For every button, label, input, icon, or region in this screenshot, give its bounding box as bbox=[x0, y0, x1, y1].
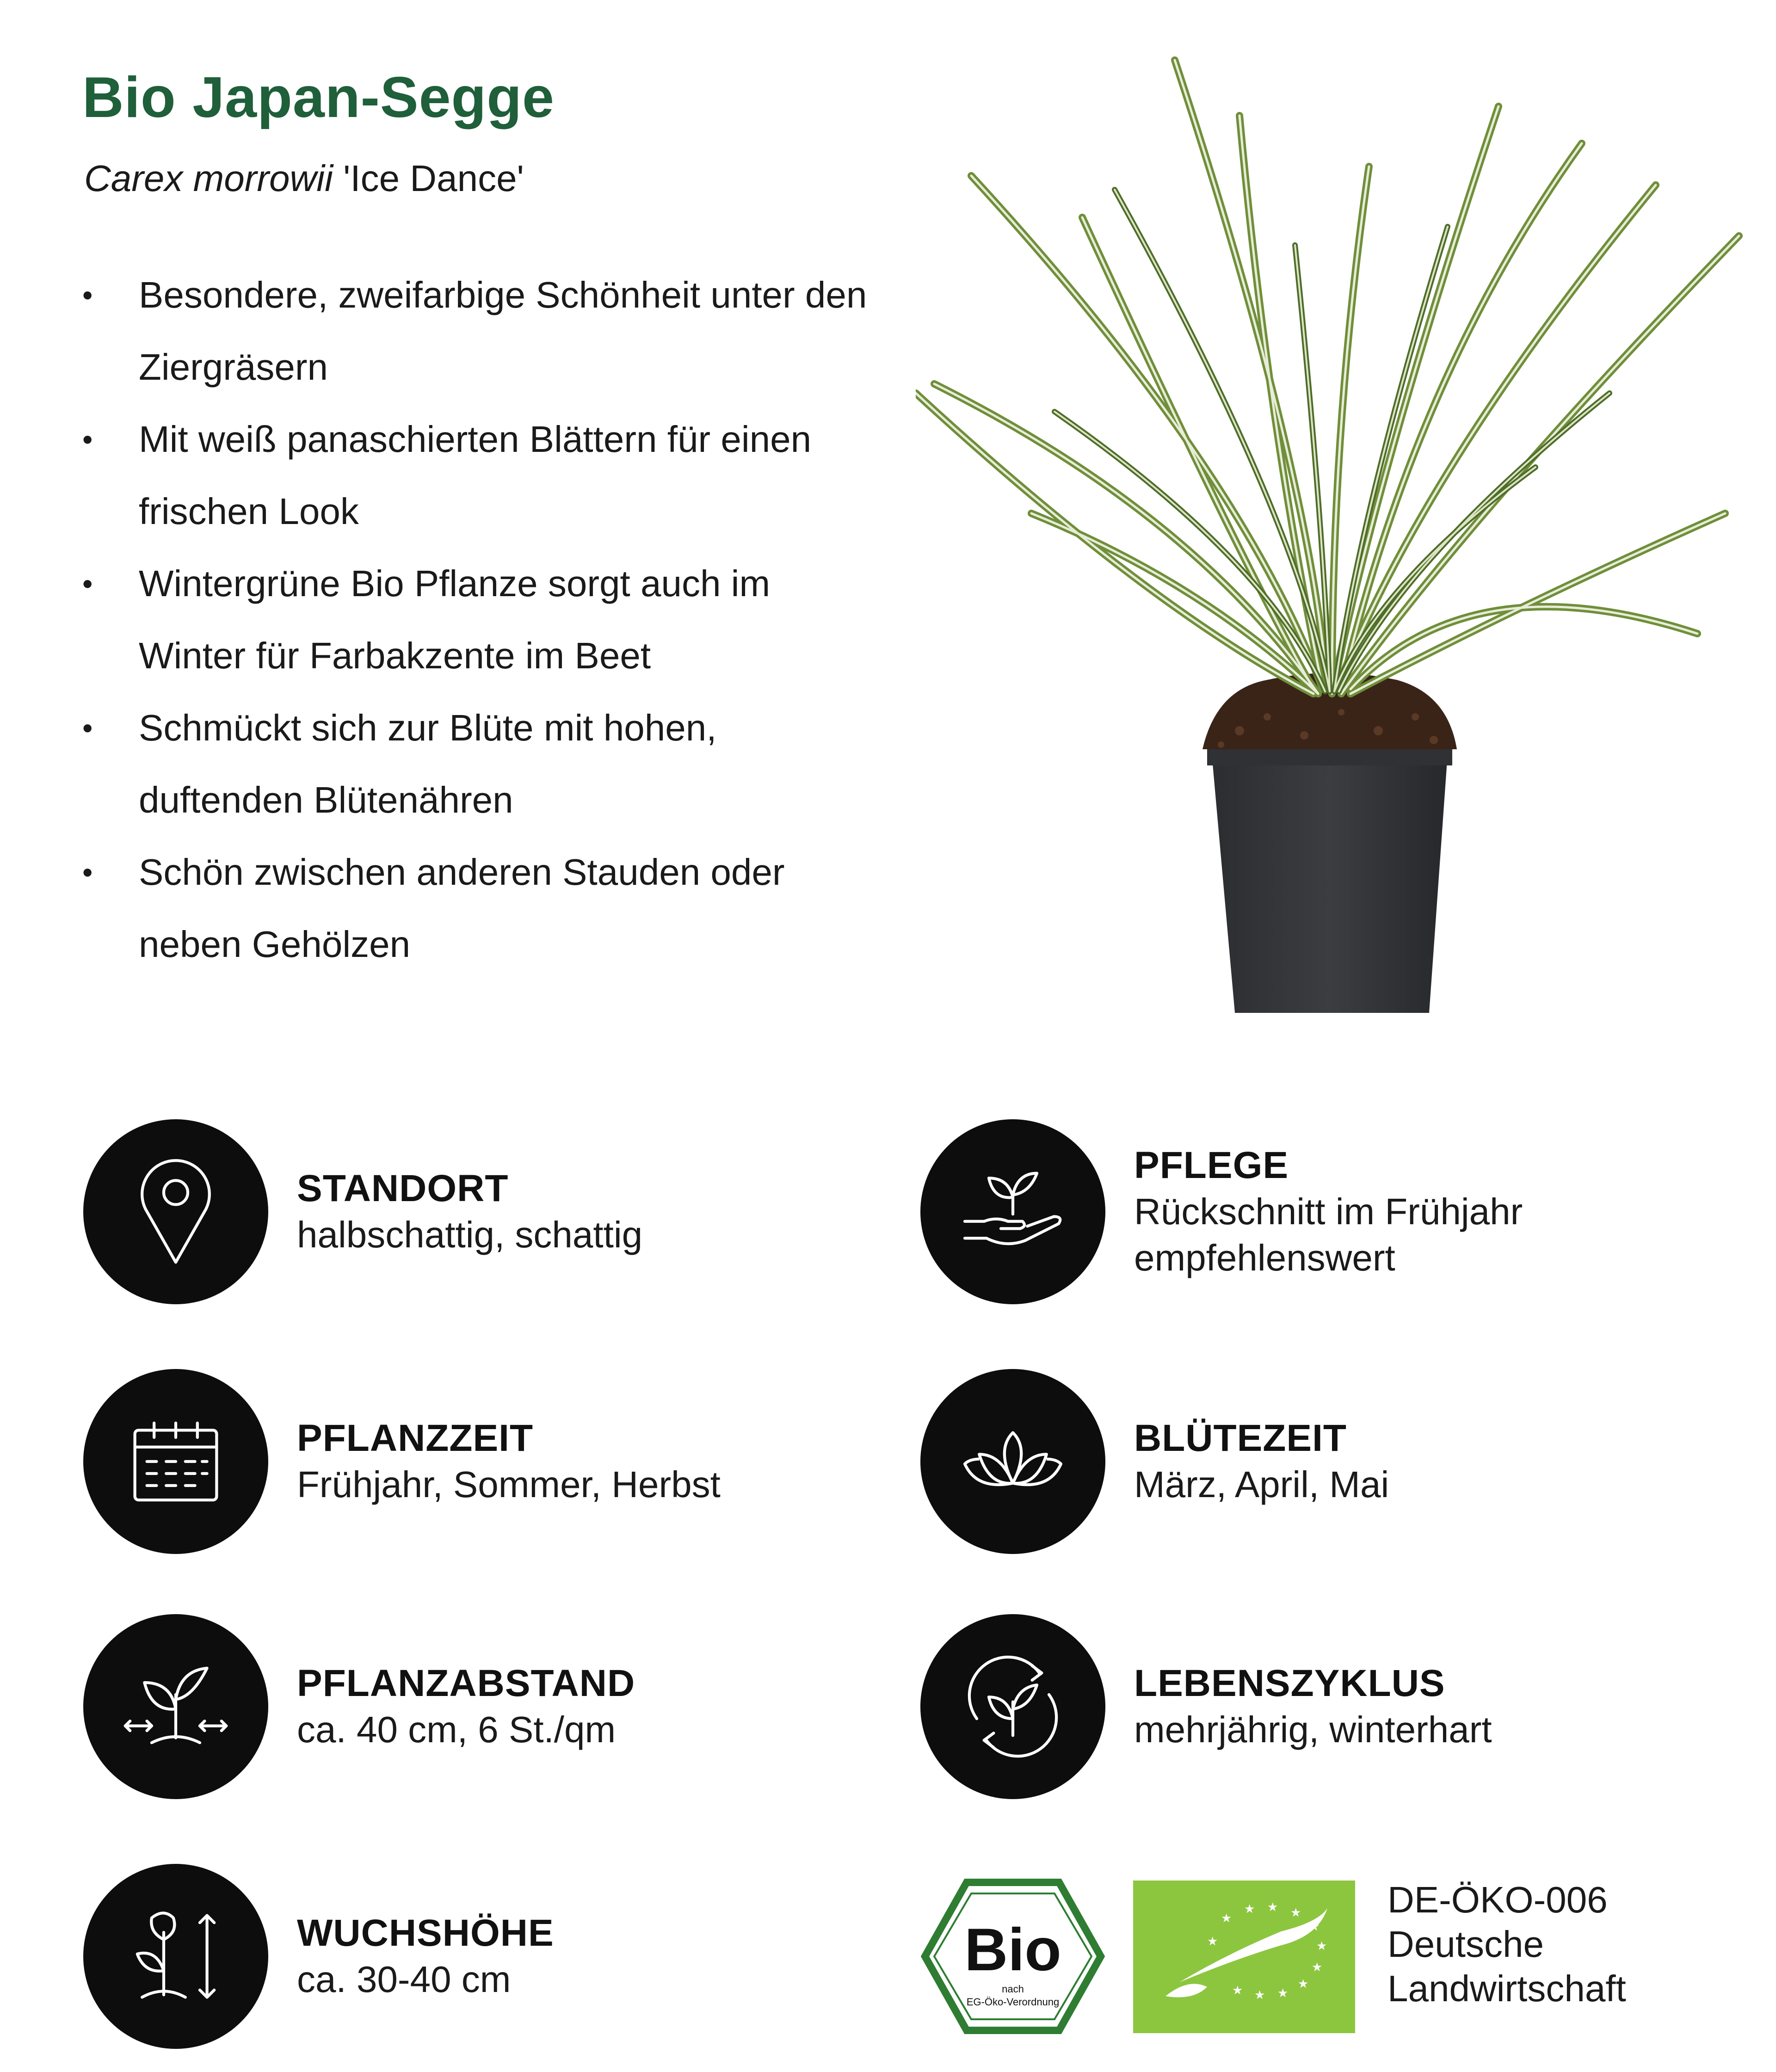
bio-seal-text: Bio bbox=[964, 1916, 1061, 1983]
svg-text:★: ★ bbox=[1316, 1939, 1327, 1953]
cultivar-name: 'Ice Dance' bbox=[333, 158, 524, 199]
feature-pflanzabstand bbox=[83, 1614, 870, 1808]
feature-label: STANDORT bbox=[297, 1167, 509, 1209]
feature-label: LEBENSZYKLUS bbox=[1134, 1662, 1445, 1704]
svg-text:★: ★ bbox=[1254, 1988, 1265, 2002]
feature-lebenszyklus bbox=[920, 1614, 1707, 1808]
svg-text:★: ★ bbox=[1298, 1977, 1309, 1991]
feature-value: März, April, Mai bbox=[1134, 1464, 1389, 1505]
feature-label: PFLANZZEIT bbox=[297, 1417, 534, 1459]
feature-value: ca. 30-40 cm bbox=[297, 1959, 511, 2000]
bullet-item: • Besondere, zweifarbige Schönheit unter den Ziergräsern bbox=[79, 259, 897, 403]
certification-code: DE-ÖKO-006 bbox=[1388, 1879, 1608, 1920]
seedling-spacing-icon bbox=[83, 1614, 268, 1799]
feature-label: BLÜTEZEIT bbox=[1134, 1417, 1347, 1459]
feature-label: PFLANZABSTAND bbox=[297, 1662, 635, 1704]
eu-organic-leaf-logo bbox=[1133, 1881, 1355, 2033]
feature-value: Frühjahr, Sommer, Herbst bbox=[297, 1464, 721, 1505]
svg-text:★: ★ bbox=[1207, 1935, 1218, 1949]
bio-seal-subtext: EG-Öko-Verordnung bbox=[966, 1996, 1060, 2008]
hand-seedling-icon bbox=[920, 1119, 1105, 1304]
leaf-cycle-icon bbox=[920, 1614, 1105, 1799]
lotus-flower-icon bbox=[920, 1369, 1105, 1554]
bullet-item: • Schön zwischen anderen Stauden oder neben Gehölzen bbox=[79, 836, 870, 980]
svg-text:★: ★ bbox=[1244, 1902, 1255, 1916]
feature-standort bbox=[83, 1119, 870, 1314]
feature-value: halbschattig, schattig bbox=[297, 1214, 643, 1255]
feature-pflege bbox=[920, 1119, 1707, 1314]
calendar-icon bbox=[83, 1369, 268, 1554]
plant-height-icon bbox=[83, 1864, 268, 2049]
location-pin-icon bbox=[83, 1119, 268, 1304]
feature-value: empfehlenswert bbox=[1134, 1237, 1395, 1278]
certification-origin: Landwirtschaft bbox=[1388, 1968, 1626, 2009]
svg-text:★: ★ bbox=[1309, 1920, 1320, 1934]
product-title: Bio Japan-Segge bbox=[82, 66, 555, 130]
svg-text:★: ★ bbox=[1267, 1900, 1278, 1914]
feature-label: PFLEGE bbox=[1134, 1144, 1289, 1186]
svg-text:★: ★ bbox=[1277, 1986, 1289, 2000]
feature-value: Rückschnitt im Frühjahr bbox=[1134, 1191, 1523, 1232]
latin-name: Carex morrowii bbox=[84, 158, 333, 199]
plant-product-image bbox=[916, 51, 1767, 1031]
feature-wuchshoehe bbox=[83, 1864, 870, 2058]
botanical-name bbox=[84, 157, 524, 200]
feature-bluetezeit bbox=[920, 1369, 1707, 1563]
feature-bullet-list bbox=[79, 259, 911, 980]
feature-value: mehrjährig, winterhart bbox=[1134, 1709, 1492, 1750]
organic-certification bbox=[920, 1878, 1753, 2035]
svg-text:★: ★ bbox=[1312, 1961, 1323, 1974]
feature-label: WUCHSHÖHE bbox=[297, 1912, 554, 1954]
feature-pflanzzeit bbox=[83, 1369, 870, 1563]
bio-seal-subtext: nach bbox=[1002, 1983, 1024, 1995]
certification-origin: Deutsche bbox=[1388, 1924, 1544, 1965]
svg-text:★: ★ bbox=[1232, 1984, 1243, 1998]
svg-text:★: ★ bbox=[1290, 1906, 1301, 1920]
bullet-item: • Schmückt sich zur Blüte mit hohen, duftenden Blütenähren bbox=[79, 692, 842, 836]
svg-text:★: ★ bbox=[1221, 1912, 1232, 1925]
bio-seal-logo bbox=[920, 1878, 1105, 2035]
bullet-item: • Wintergrüne Bio Pflanze sorgt auch im Winter für Farbakzente im Beet bbox=[79, 548, 879, 692]
feature-value: ca. 40 cm, 6 St./qm bbox=[297, 1709, 616, 1750]
bullet-item: • Mit weiß panaschierten Blättern für einen frischen Look bbox=[79, 403, 925, 548]
